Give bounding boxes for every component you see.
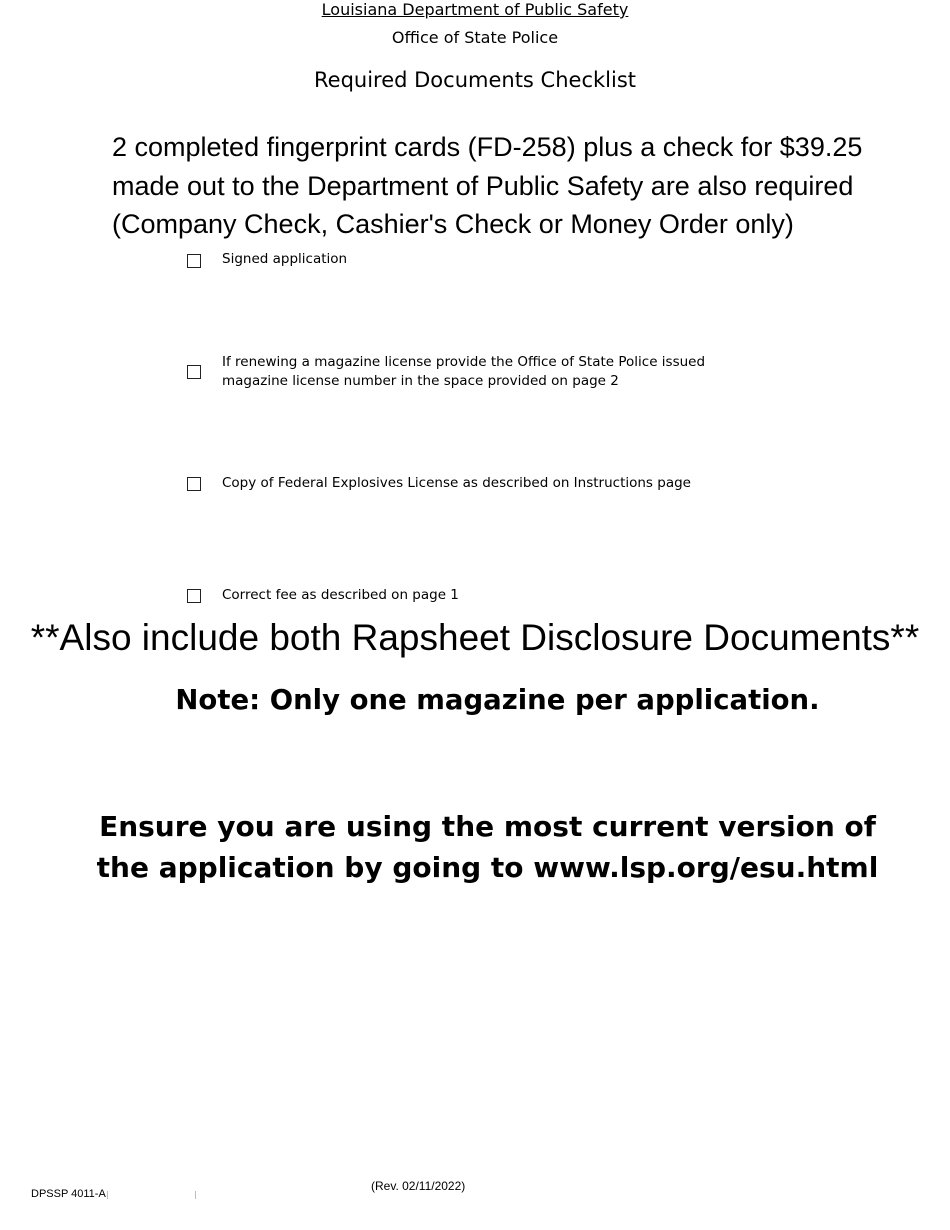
one-magazine-note: Note: Only one magazine per application.	[175, 684, 820, 716]
rapsheet-disclosure-note: **Also include both Rapsheet Disclosure Documents**	[30, 617, 920, 658]
office-name: Office of State Police	[391, 28, 559, 47]
fingerprint-requirement-text: 2 completed fingerprint cards (FD-258) plus a check for $39.25 made out to the Department of Public Safety are also required (Company Check, Cashier's Check or Money Order only)	[112, 132, 863, 239]
checklist-label: Copy of Federal Explosives License as described on Instructions page	[222, 475, 691, 491]
form-id: DPSSP 4011-A	[31, 1188, 106, 1200]
checkbox-signed-application[interactable]	[187, 254, 201, 268]
agency-name: Louisiana Department of Public Safety	[321, 0, 629, 19]
checklist-label: Correct fee as described on page 1	[222, 587, 459, 603]
checklist-label: Signed application	[222, 251, 348, 267]
checkbox-magazine-license-number[interactable]	[187, 365, 201, 379]
footer-tick-mark	[107, 1191, 108, 1199]
current-version-note: Ensure you are using the most current version of the application by going to www.lsp.org/esu.html	[96, 810, 879, 884]
checkbox-federal-explosives-license[interactable]	[187, 477, 201, 491]
checklist-label: If renewing a magazine license provide the Office of State Police issued magazine license number in the space provided on page 2	[222, 354, 706, 389]
footer-tick-mark	[195, 1191, 196, 1199]
page-title: Required Documents Checklist	[314, 68, 636, 92]
checkbox-correct-fee[interactable]	[187, 589, 201, 603]
revision-date: (Rev. 02/11/2022)	[371, 1179, 466, 1193]
